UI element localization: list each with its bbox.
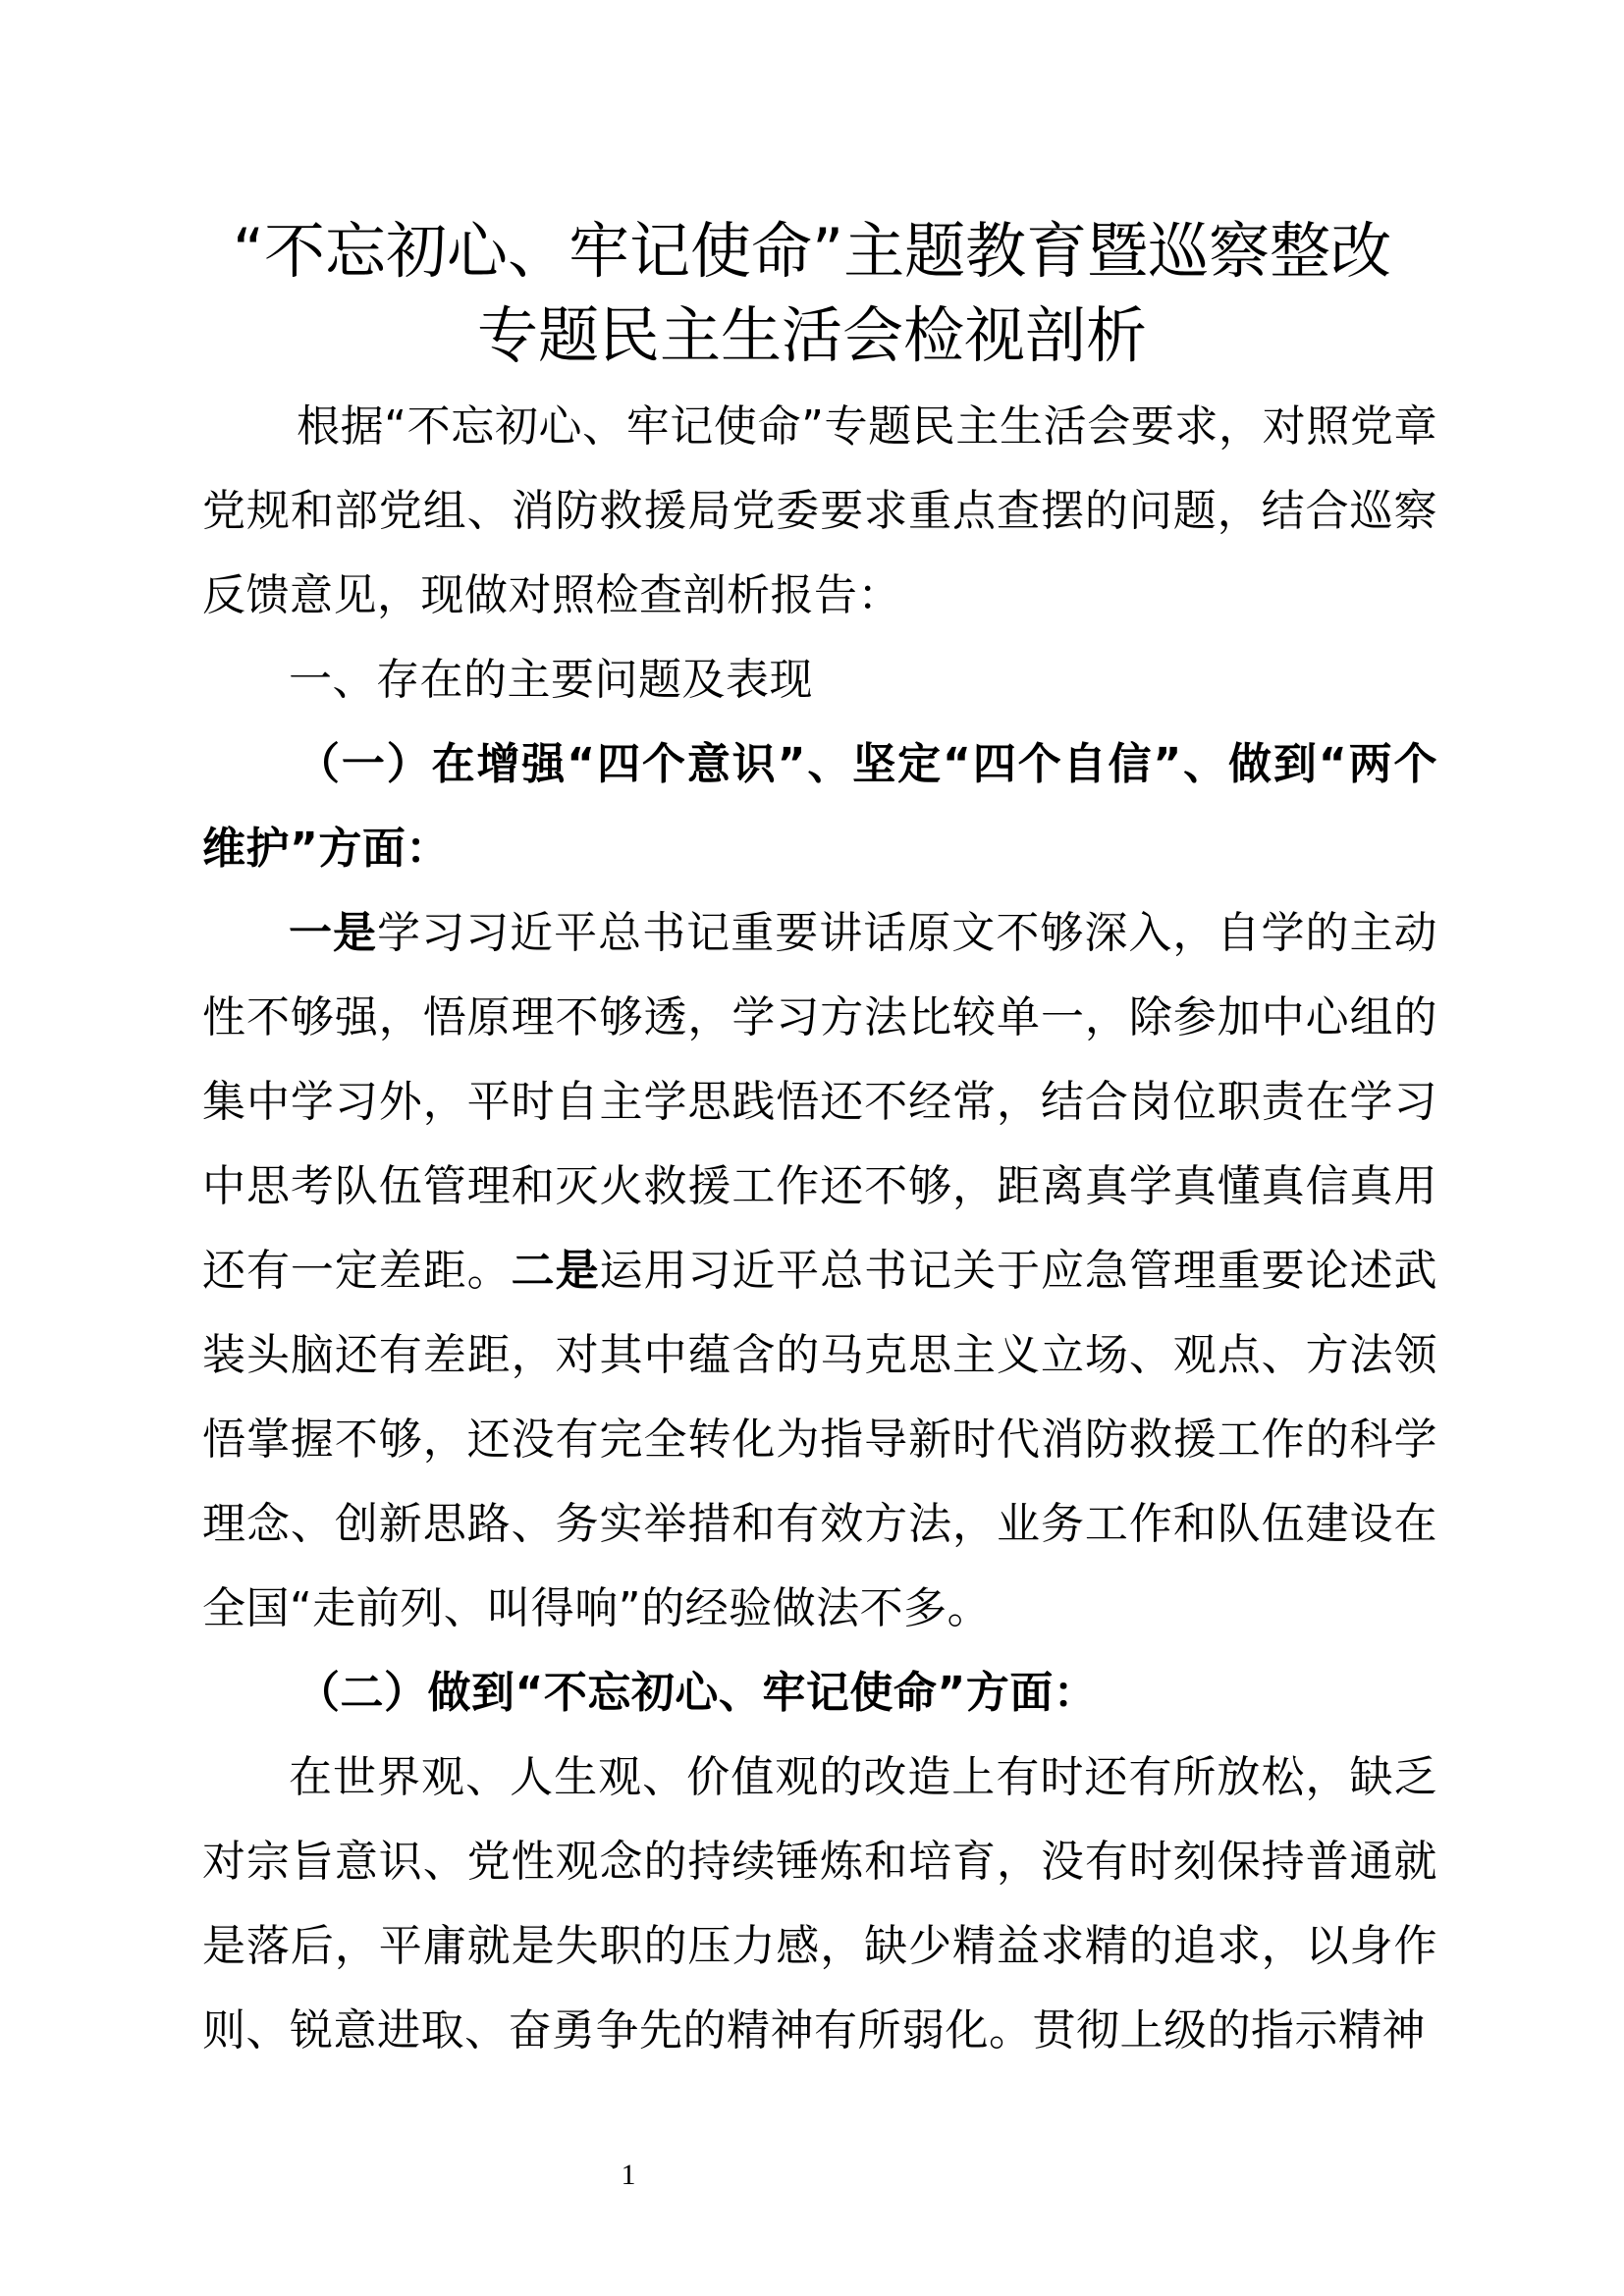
subsection-heading-one: （一）在增强“四个意识”、坚定“四个自信”、做到“两个维护”方面： (202, 739, 1437, 874)
intro-paragraph: 根据“不忘初心、牢记使命”专题民主生活会要求，对照党章党规和部党组、消防救援局党委要求重点查摆的问题，结合巡察反馈意见，现做对照检查剖析报告： (202, 401, 1437, 620)
point-text-first: 学习习近平总书记重要讲话原文不够深入，自学的主动性不够强，悟原理不够透，学习方法比较单一，除参加中心组的集中学习外，平时自主学思践悟还不经常，结合岗位职责在学习中思考队伍管理和灭火救援工作还不够，距离真学真懂真信真用还有一定差距。 (202, 908, 1438, 1296)
point-label-second: 二是 (511, 1246, 600, 1296)
point-label-first: 一是 (289, 908, 378, 958)
page-number: 1 (621, 2159, 636, 2191)
subsection-heading-two: （二）做到“不忘初心、牢记使命”方面： (297, 1668, 1098, 1718)
paragraph-one (202, 891, 1437, 1651)
document-title-line-2: 专题民主生活会检视剖析 (476, 299, 1147, 371)
point-text-second: 运用习近平总书记关于应急管理重要论述武装头脑还有差距，对其中蕴含的马克思主义立场、观点、方法领悟掌握不够，还没有完全转化为指导新时代消防救援工作的科学理念、创新思路、务实举措和有效方法，业务工作和队伍建设在全国“走前列、叫得响”的经验做法不多。 (202, 1246, 1438, 1633)
paragraph-two: 在世界观、人生观、价值观的改造上有时还有所放松，缺乏对宗旨意识、党性观念的持续锤炼和培育，没有时刻保持普通就是落后，平庸就是失职的压力感，缺少精益求精的追求，以身作则、锐意进取、奋勇争先的精神有所弱化。贯彻上级的指示精神 (202, 1752, 1437, 2056)
document-title-line-1: “不忘初心、牢记使命”主题教育暨巡察整改 (232, 215, 1392, 287)
section-heading-one: 一、存在的主要问题及表现 (289, 655, 813, 705)
